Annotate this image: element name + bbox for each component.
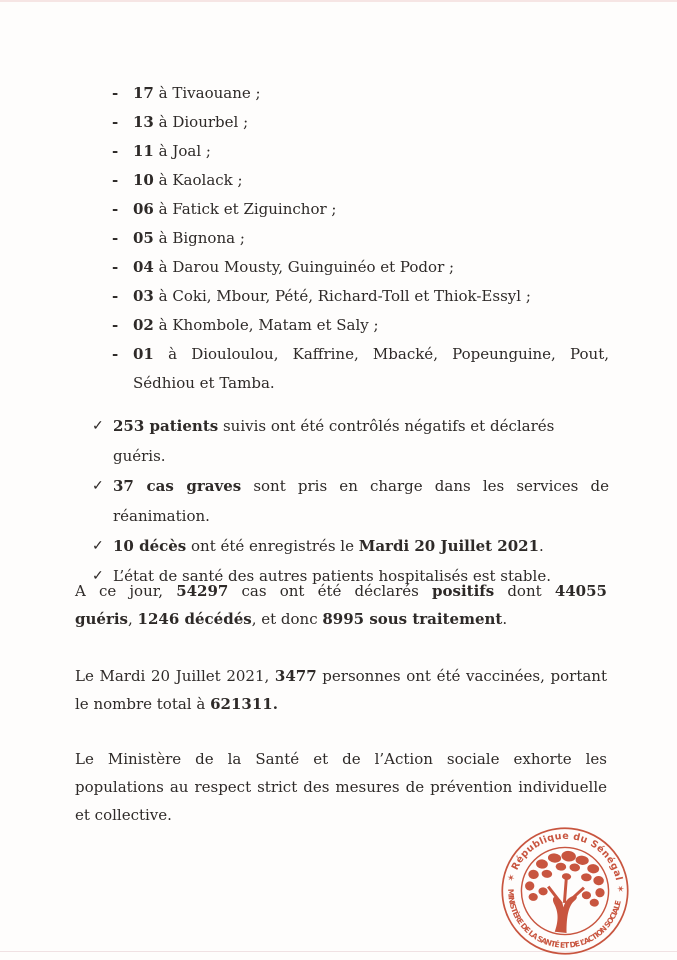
text-line [75, 690, 607, 718]
text: Le Mardi 20 Juillet 2021, [75, 667, 275, 685]
status-checklist [92, 411, 609, 591]
vaccination-paragraph [75, 662, 607, 718]
text-line [113, 471, 609, 501]
case-list-item-text [133, 224, 609, 253]
bold-text: 11 [133, 142, 154, 160]
checklist-item [92, 471, 609, 531]
text: à Kaolack ; [153, 171, 243, 189]
bold-text: 253 patients [113, 417, 219, 435]
text-line [133, 311, 609, 340]
case-list-item [112, 79, 609, 108]
bold-text: 3477 [274, 667, 317, 685]
text-line [133, 282, 609, 311]
dash-bullet: - [112, 113, 119, 131]
ministry-seal [482, 817, 649, 960]
seal-top-textpath: ✶ République du Sénégal ✶ [505, 830, 626, 894]
case-list-item-text [133, 253, 609, 282]
text: Sédhiou et Tamba. [133, 374, 275, 392]
text: , et donc [251, 610, 323, 628]
case-list-item-text [133, 79, 609, 108]
text-line [113, 501, 609, 531]
text: à Diourbel ; [153, 113, 249, 131]
dash-bullet: - [112, 200, 119, 218]
case-list-item [112, 311, 609, 340]
seal-bottom-textpath: MINISTÈRE DE LA SANTÉ ET DE L’ACTION SOCIALE [506, 888, 623, 950]
text: personnes ont été vaccinées, portant [316, 667, 607, 685]
text: à Bignona ; [153, 229, 245, 247]
case-list-item [112, 166, 609, 195]
checkmark-icon: ✓ [92, 418, 104, 434]
bold-text: 17 [133, 84, 154, 102]
text: à Fatick et Ziguinchor ; [153, 200, 337, 218]
case-list-item-text [133, 166, 609, 195]
text: dont [494, 582, 555, 600]
text: à Joal ; [153, 142, 211, 160]
text: Le Ministère de la Santé et de l’Action sociale exhorte les populations au respect strict des mesures de prévention individuelle et collective. [75, 750, 607, 824]
text: à Coki, Mbour, Pété, Richard-Toll et Thiok-Essyl ; [153, 287, 531, 305]
text: réanimation. [113, 507, 210, 525]
bold-text: 04 [133, 258, 154, 276]
checklist-item-text [113, 411, 609, 471]
case-list-item [112, 195, 609, 224]
bold-text: 13 [133, 113, 154, 131]
bold-text: 44055 [554, 582, 607, 600]
case-list-item-text [133, 195, 609, 224]
text-line [133, 137, 609, 166]
text-line [75, 745, 607, 829]
text-line [75, 605, 607, 633]
bold-text: 02 [133, 316, 154, 334]
dash-bullet: - [112, 171, 119, 189]
cumulative-summary-paragraph [75, 577, 607, 633]
text: L’état de santé des autres patients hospitalisés est stable. [113, 567, 551, 585]
case-list-item-text [133, 282, 609, 311]
text-line [133, 224, 609, 253]
bold-text: 8995 sous traitement [322, 610, 503, 628]
case-list-item-text [133, 340, 609, 398]
text: suivis ont été contrôlés négatifs et déclarés guéris. [113, 417, 555, 465]
bold-text: 05 [133, 229, 154, 247]
checkmark-icon: ✓ [92, 538, 104, 554]
text: . [539, 537, 544, 555]
checkmark-icon: ✓ [92, 478, 104, 494]
bold-text: guéris [75, 610, 128, 628]
bold-text: Mardi 20 Juillet 2021 [358, 537, 540, 555]
text: à Diouloulou, Kaffrine, Mbacké, Popeunguine, Pout, [153, 345, 609, 363]
bold-text: positifs [432, 582, 495, 600]
case-list-item [112, 108, 609, 137]
text-line [133, 195, 609, 224]
case-list-item [112, 137, 609, 166]
text: , [127, 610, 138, 628]
text-line [133, 166, 609, 195]
text: à Tivaouane ; [153, 84, 261, 102]
bold-text: 54297 [176, 582, 229, 600]
case-list-item-text [133, 311, 609, 340]
text: ont été enregistrés le [186, 537, 359, 555]
checklist-item-text [113, 531, 609, 561]
checklist-item [92, 411, 609, 471]
text-line [133, 369, 609, 398]
checkmark-icon: ✓ [92, 568, 104, 584]
text: sont pris en charge dans les services de [241, 477, 609, 495]
bold-text: 10 décès [113, 537, 187, 555]
dash-bullet: - [112, 258, 119, 276]
bold-text: 06 [133, 200, 154, 218]
bold-text: 37 cas graves [113, 477, 242, 495]
case-list-item-text [133, 137, 609, 166]
text-line [113, 531, 609, 561]
checklist-item-text [113, 471, 609, 531]
bold-text: 1246 décédés [137, 610, 252, 628]
text: A ce jour, [75, 582, 177, 600]
case-list-item [112, 282, 609, 311]
text-line [133, 108, 609, 137]
dash-bullet: - [112, 229, 119, 247]
bold-text: 01 [133, 345, 154, 363]
exhortation-paragraph [75, 745, 607, 829]
text-line [75, 662, 607, 690]
text: cas ont été déclarés [228, 582, 433, 600]
text-line [133, 253, 609, 282]
tree-branches [547, 877, 585, 906]
new-cases-by-town-list [112, 79, 609, 398]
text: à Darou Mousty, Guinguinéo et Podor ; [153, 258, 455, 276]
case-list-item-text [133, 108, 609, 137]
checklist-item [92, 531, 609, 561]
text-line [113, 411, 609, 471]
text: . [502, 610, 508, 628]
dash-bullet: - [112, 142, 119, 160]
bold-text: 10 [133, 171, 154, 189]
dash-bullet: - [112, 345, 119, 363]
dash-bullet: - [112, 316, 119, 334]
text-line [133, 340, 609, 369]
dash-bullet: - [112, 287, 119, 305]
bold-text: 03 [133, 287, 154, 305]
case-list-item [112, 253, 609, 282]
text: le nombre total à [75, 695, 211, 713]
text: à Khombole, Matam et Saly ; [153, 316, 379, 334]
page-top-edge [0, 0, 677, 2]
bold-text: 621311. [210, 695, 278, 713]
text-line [133, 79, 609, 108]
text-line [75, 577, 607, 605]
case-list-item [112, 224, 609, 253]
case-list-item [112, 340, 609, 398]
dash-bullet: - [112, 84, 119, 102]
